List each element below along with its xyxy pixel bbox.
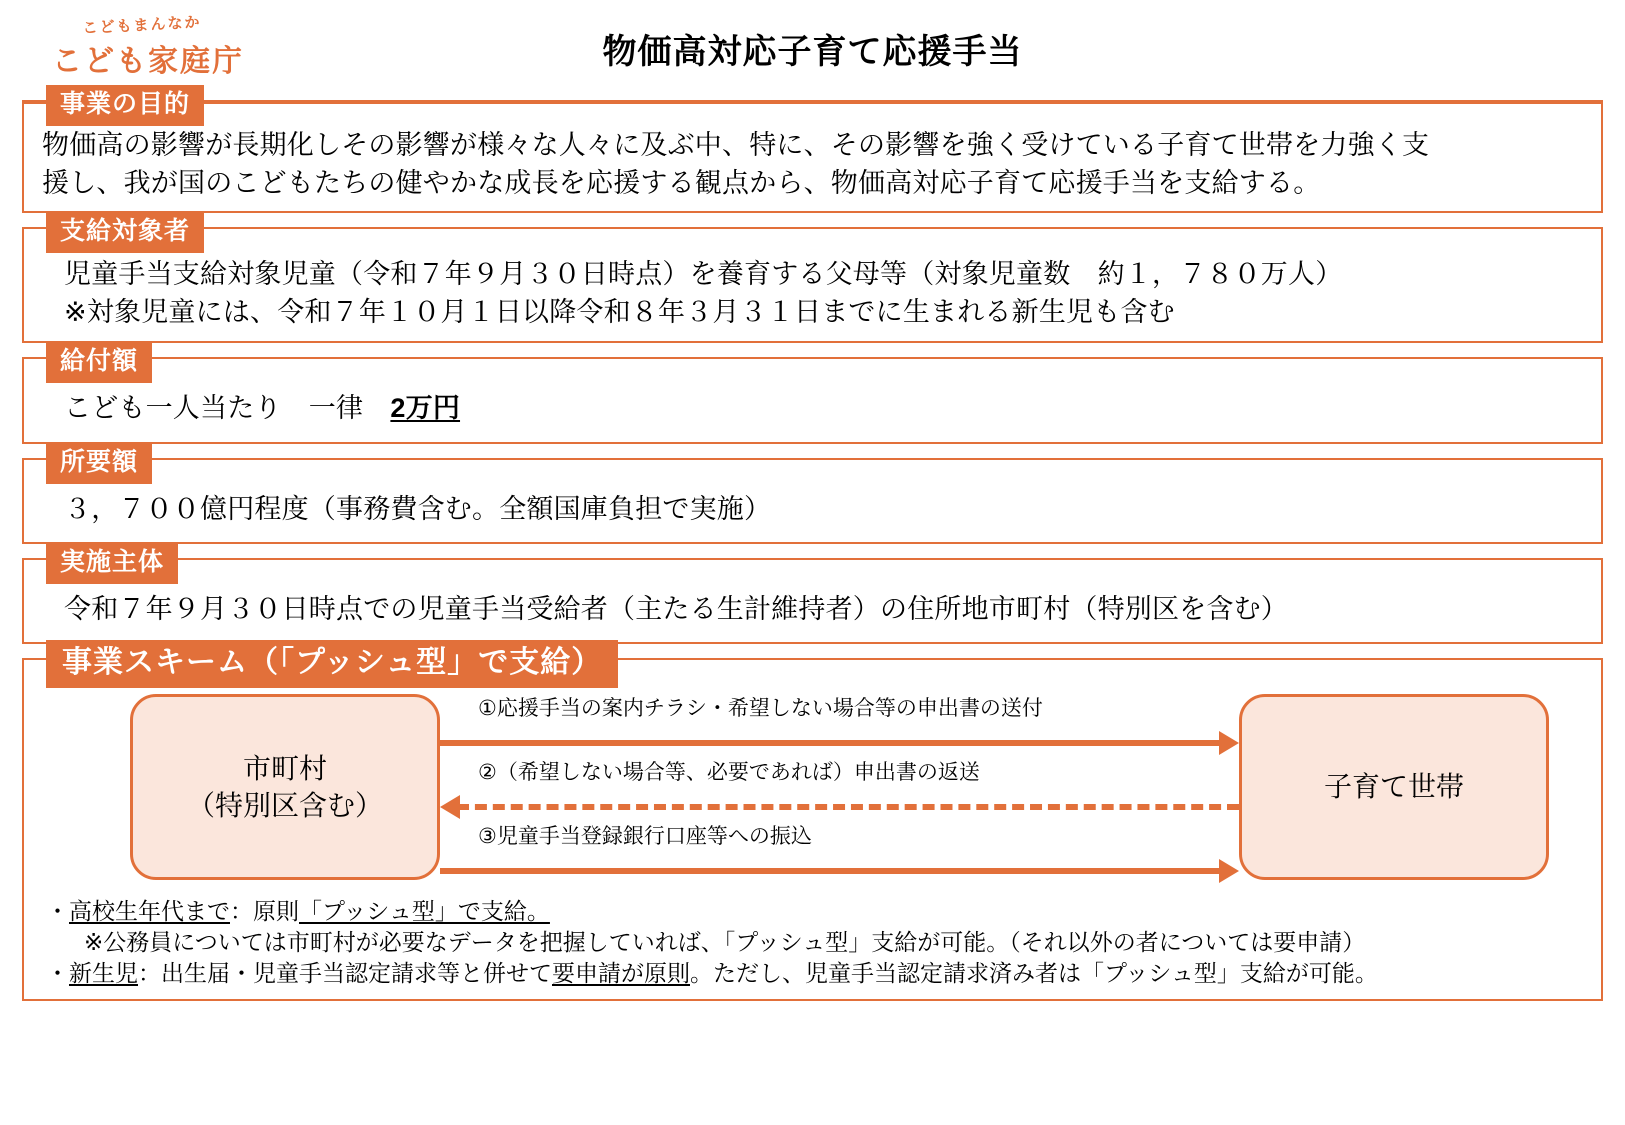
node-municipality-line-1: 市町村 <box>242 752 327 784</box>
arrow-shaft <box>440 740 1222 746</box>
section-badge-budget: 所要額 <box>46 443 152 484</box>
section-budget <box>22 447 1603 544</box>
purpose-line-2: 援し、我が国のこどもたちの健やかな成長を応援する観点から、物価高対応子育て応援手当を支給する。 <box>42 168 1321 199</box>
amount-value: 2万円 <box>390 393 461 424</box>
scheme-notes <box>42 896 1583 988</box>
node-household-label: 子育て世帯 <box>1323 771 1464 803</box>
note-1-underline-a: 高校生年代まで <box>69 898 230 925</box>
note-3-underline-b: 要申請が原則 <box>552 959 690 986</box>
scheme-note-3 <box>46 958 1583 989</box>
amount-line <box>42 389 1583 427</box>
note-1-underline-b: 「プッシュ型」で支給。 <box>299 898 550 925</box>
section-target <box>22 216 1603 344</box>
section-badge-operator: 実施主体 <box>46 543 178 584</box>
agency-logo-tagline: こどもまんなか <box>82 13 202 38</box>
note-3-tail: 。ただし、児童手当認定請求済み者は「プッシュ型」支給が可能。 <box>690 959 1378 986</box>
page-title: 物価高対応子育て応援手当 <box>602 33 1023 71</box>
note-3-underline-a: 新生児 <box>69 959 138 986</box>
section-purpose <box>22 90 1603 213</box>
agency-logo-name: こども家庭庁 <box>52 45 244 78</box>
scheme-diagram <box>42 694 1583 892</box>
note-1-bullet: ・ <box>46 898 69 925</box>
node-municipality <box>130 694 440 880</box>
flow-arrow-right-3 <box>440 862 1239 880</box>
section-badge-scheme: 事業スキーム（「プッシュ型」で支給） <box>46 640 618 688</box>
flow-row-2 <box>440 760 1239 822</box>
node-municipality-line-2: （特別区含む） <box>186 790 383 822</box>
arrow-head-icon <box>1219 859 1239 883</box>
arrow-head-icon <box>440 795 460 819</box>
section-amount <box>22 347 1603 443</box>
target-line-1: 児童手当支給対象児童（令和７年９月３０日時点）を養育する父母等（対象児童数 約１，７８０万人） <box>64 258 1343 289</box>
arrow-shaft <box>440 868 1222 874</box>
note-3-mid: ：出生届・児童手当認定請求等と併せて <box>138 959 552 986</box>
flow-area <box>440 694 1239 892</box>
flow-arrow-right-1 <box>440 734 1239 752</box>
page-header <box>0 0 1625 100</box>
budget-line: ３，７００億円程度（事務費含む。全額国庫負担で実施） <box>64 493 772 524</box>
amount-prefix: こども一人当たり 一律 <box>64 393 391 424</box>
flow-label-2: ②（希望しない場合等、必要であれば）申出書の返送 <box>478 761 980 785</box>
node-household <box>1239 694 1549 880</box>
section-operator <box>22 547 1603 644</box>
note-1-mid: ：原則 <box>230 898 299 925</box>
section-badge-purpose: 事業の目的 <box>46 85 204 126</box>
note-3-bullet: ・ <box>46 959 69 986</box>
scheme-note-2: ※公務員については市町村が必要なデータを把握していれば、「プッシュ型」支給が可能。（それ以外の者については要申請） <box>84 929 1366 956</box>
section-scheme <box>22 646 1603 1000</box>
section-badge-amount: 給付額 <box>46 342 152 383</box>
operator-line: 令和７年９月３０日時点での児童手当受給者（主たる生計維持者）の住所地市町村（特別区を含む） <box>64 593 1288 624</box>
flow-arrow-left-2 <box>440 798 1239 816</box>
section-badge-target: 支給対象者 <box>46 212 204 253</box>
arrow-shaft-dashed <box>457 804 1239 810</box>
purpose-line-1: 物価高の影響が長期化しその影響が様々な人々に及ぶ中、特に、その影響を強く受けている子育て世帯を力強く支 <box>42 130 1430 160</box>
flow-label-3: ③児童手当登録銀行口座等への振込 <box>478 825 812 849</box>
scheme-note-1 <box>46 896 1583 927</box>
target-line-2: ※対象児童には、令和７年１０月１日以降令和８年３月３１日までに生まれる新生児も含む <box>64 296 1175 327</box>
flow-row-3 <box>440 824 1239 886</box>
arrow-head-icon <box>1219 731 1239 755</box>
flow-label-1: ①応援手当の案内チラシ・希望しない場合等の申出書の送付 <box>478 697 1043 721</box>
flow-row-1 <box>440 696 1239 758</box>
